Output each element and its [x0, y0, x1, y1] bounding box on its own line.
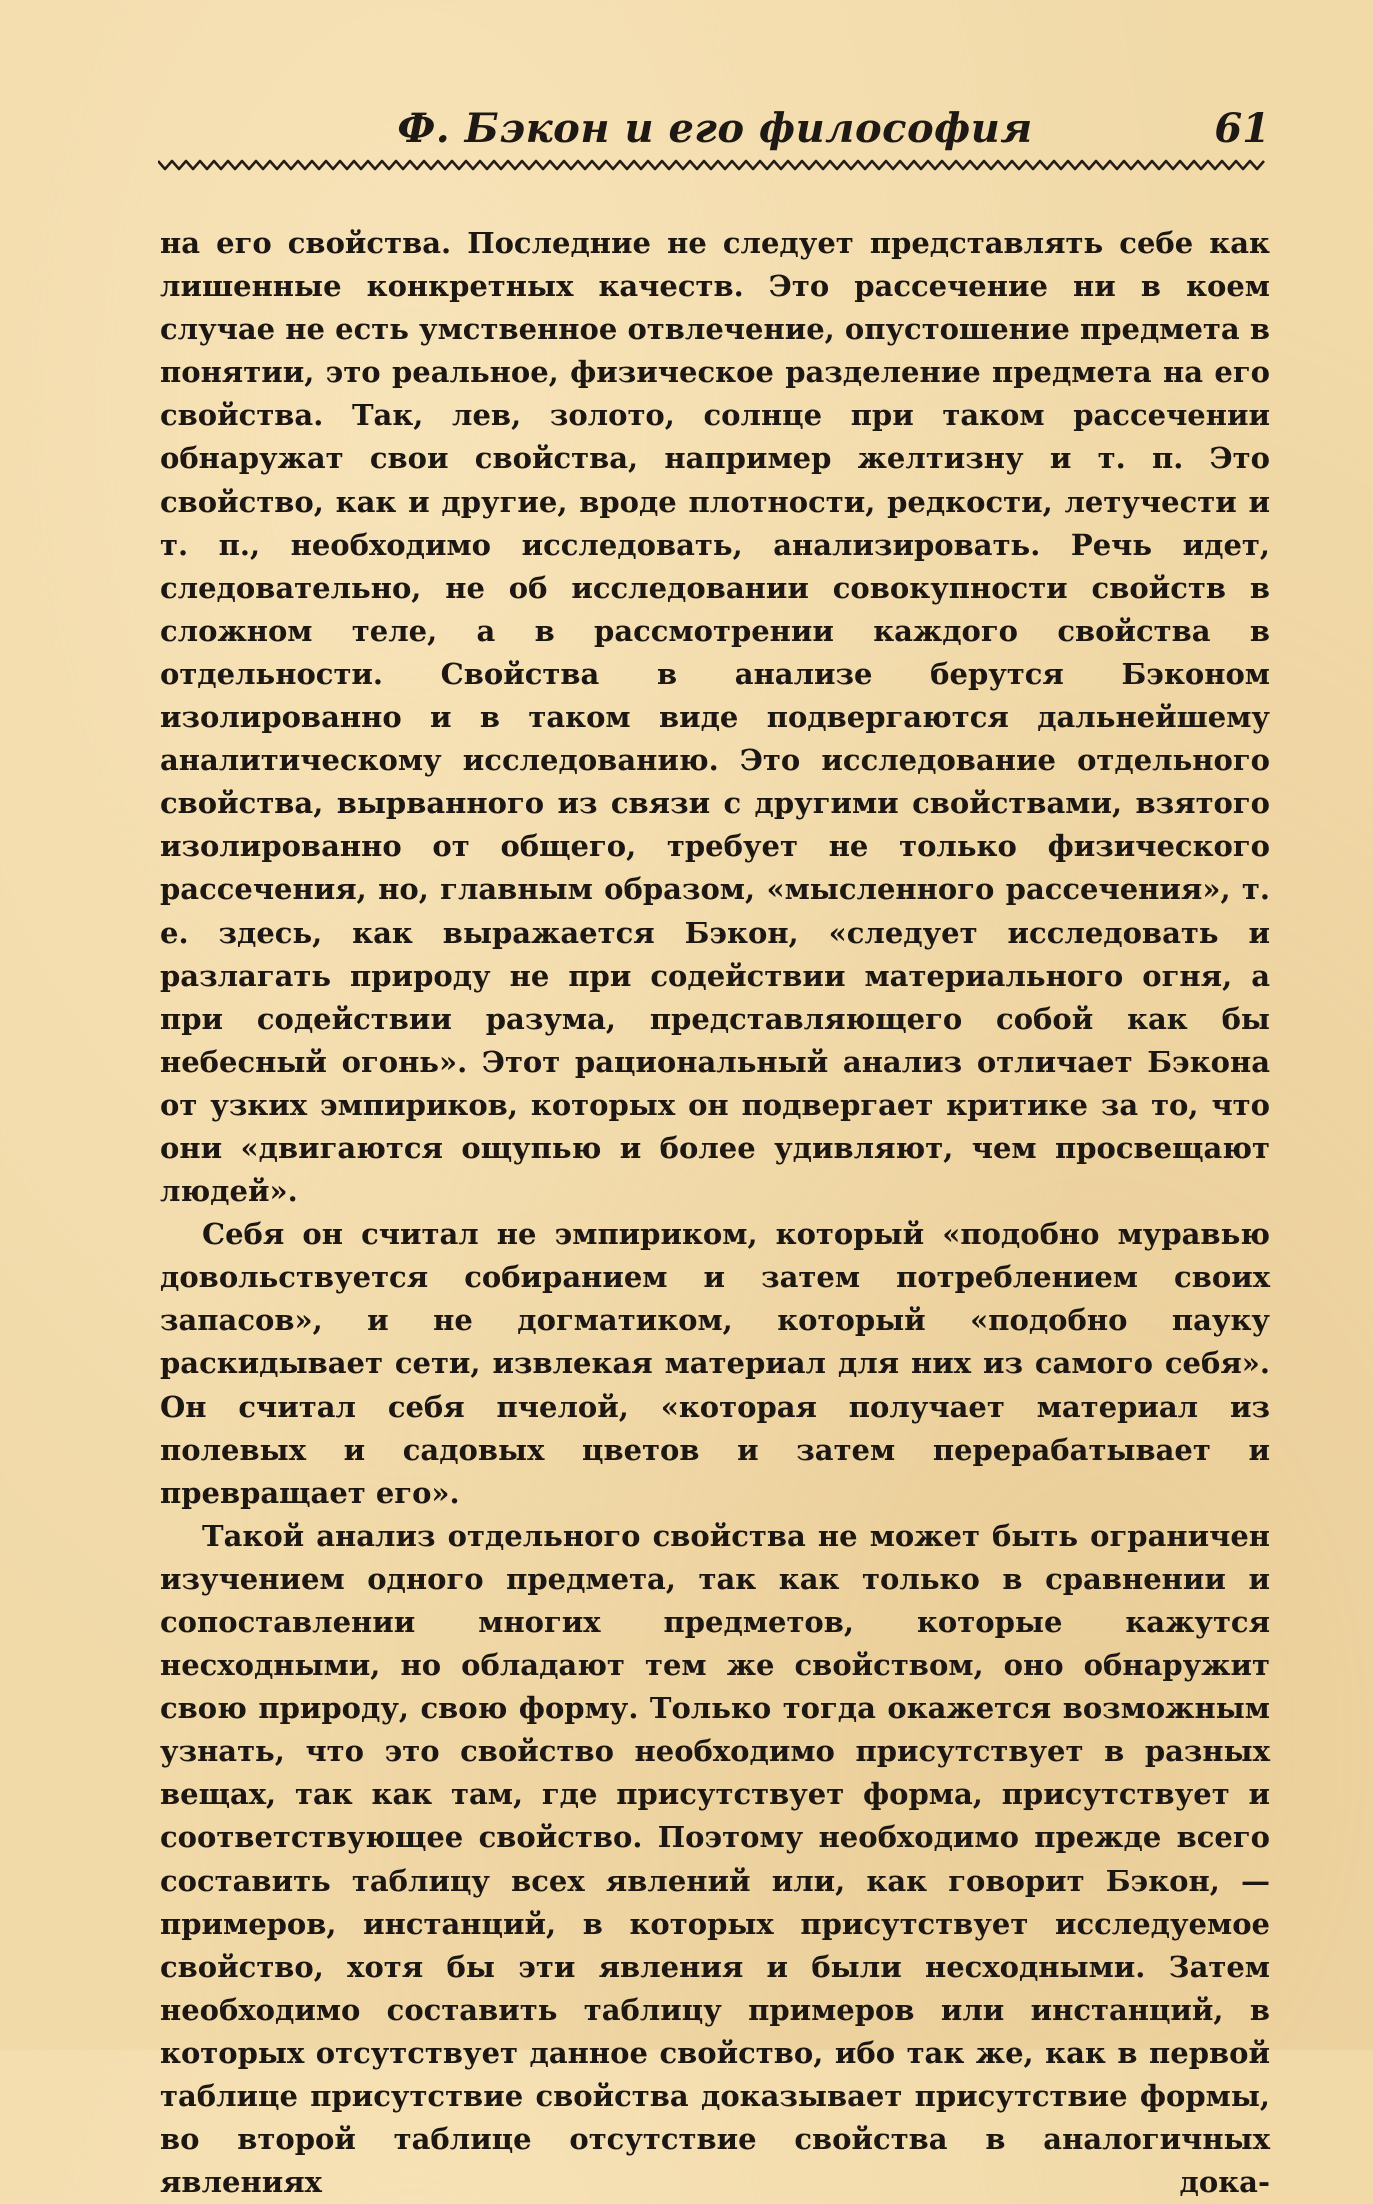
text-body — [160, 222, 1270, 2204]
paragraph-1: на его свойства. Последние не следует представлять себе как лишенные конкретных качеств. Это рассечение ни в коем случае не есть умственное отвлечение, опустошение предмета в понятии, это реальное, физическое разделение предмета на его свойства. Так, лев, золото, солнце при таком рассечении обнаружат свои свойства, например желтизну и т. п. Это свойство, как и другие, вроде плотности, редкости, летучести и т. п., необходимо исследовать, анализировать. Речь идет, следовательно, не об исследовании совокупности свойств в сложном теле, а в рассмотрении каждого свойства в отдельности. Свойства в анализе берутся Бэконом изолированно и в таком виде подвергаются дальнейшему аналитическому исследованию. Это исследование отдельного свойства, вырванного из связи с другими свойствами, взятого изолированно от общего, требует не только физического рассечения, но, главным образом, «мысленного рассечения», т. е. здесь, как выражается Бэкон, «следует исследовать и разлагать природу не при содействии материального огня, а при содействии разума, представляющего собой как бы небесный огонь». Этот рациональный анализ отличает Бэкона от узких эмпириков, которых он подвергает критике за то, что они «двигаются ощупью и более удивляют, чем просвещают людей». — [160, 226, 1270, 1209]
running-head — [160, 100, 1270, 158]
paragraph-2: Себя он считал не эмпириком, который «подобно муравью довольствуется собиранием и затем потреблением своих запасов», и не догматиком, который «подобно пауку раскидывает сети, извлекая материал для них из самого себя». Он считал себя пчелой, «которая получает материал из полевых и садовых цветов и затем перерабатывает и превращает его». — [160, 1217, 1270, 1510]
page-number: 61 — [1214, 105, 1270, 152]
paragraph-3: Такой анализ отдельного свойства не может быть ограничен изучением одного предмета, так как только в сравнении и сопоставлении многих предметов, которые кажутся несходными, но обладают тем же свойством, оно обнаружит свою природу, свою форму. Только тогда окажется возможным узнать, что это свойство необходимо присутствует в разных вещах, так как там, где присутствует форма, присутствует и соответствующее свойство. Поэтому необходимо прежде всего составить таблицу всех явлений или, как говорит Бэкон, — примеров, инстанций, в которых присутствует исследуемое свойство, хотя бы эти явления и были несходными. Затем необходимо составить таблицу примеров или инстанций, в которых отсутствует данное свойство, ибо так же, как в первой таблице присутствие свойства доказывает присутствие формы, во второй таблице отсутствие свойства в аналогичных явлениях дока- — [160, 1518, 1270, 2200]
zigzag-rule-ornament — [158, 158, 1270, 172]
running-title: Ф. Бэкон и его философия — [397, 105, 1033, 152]
